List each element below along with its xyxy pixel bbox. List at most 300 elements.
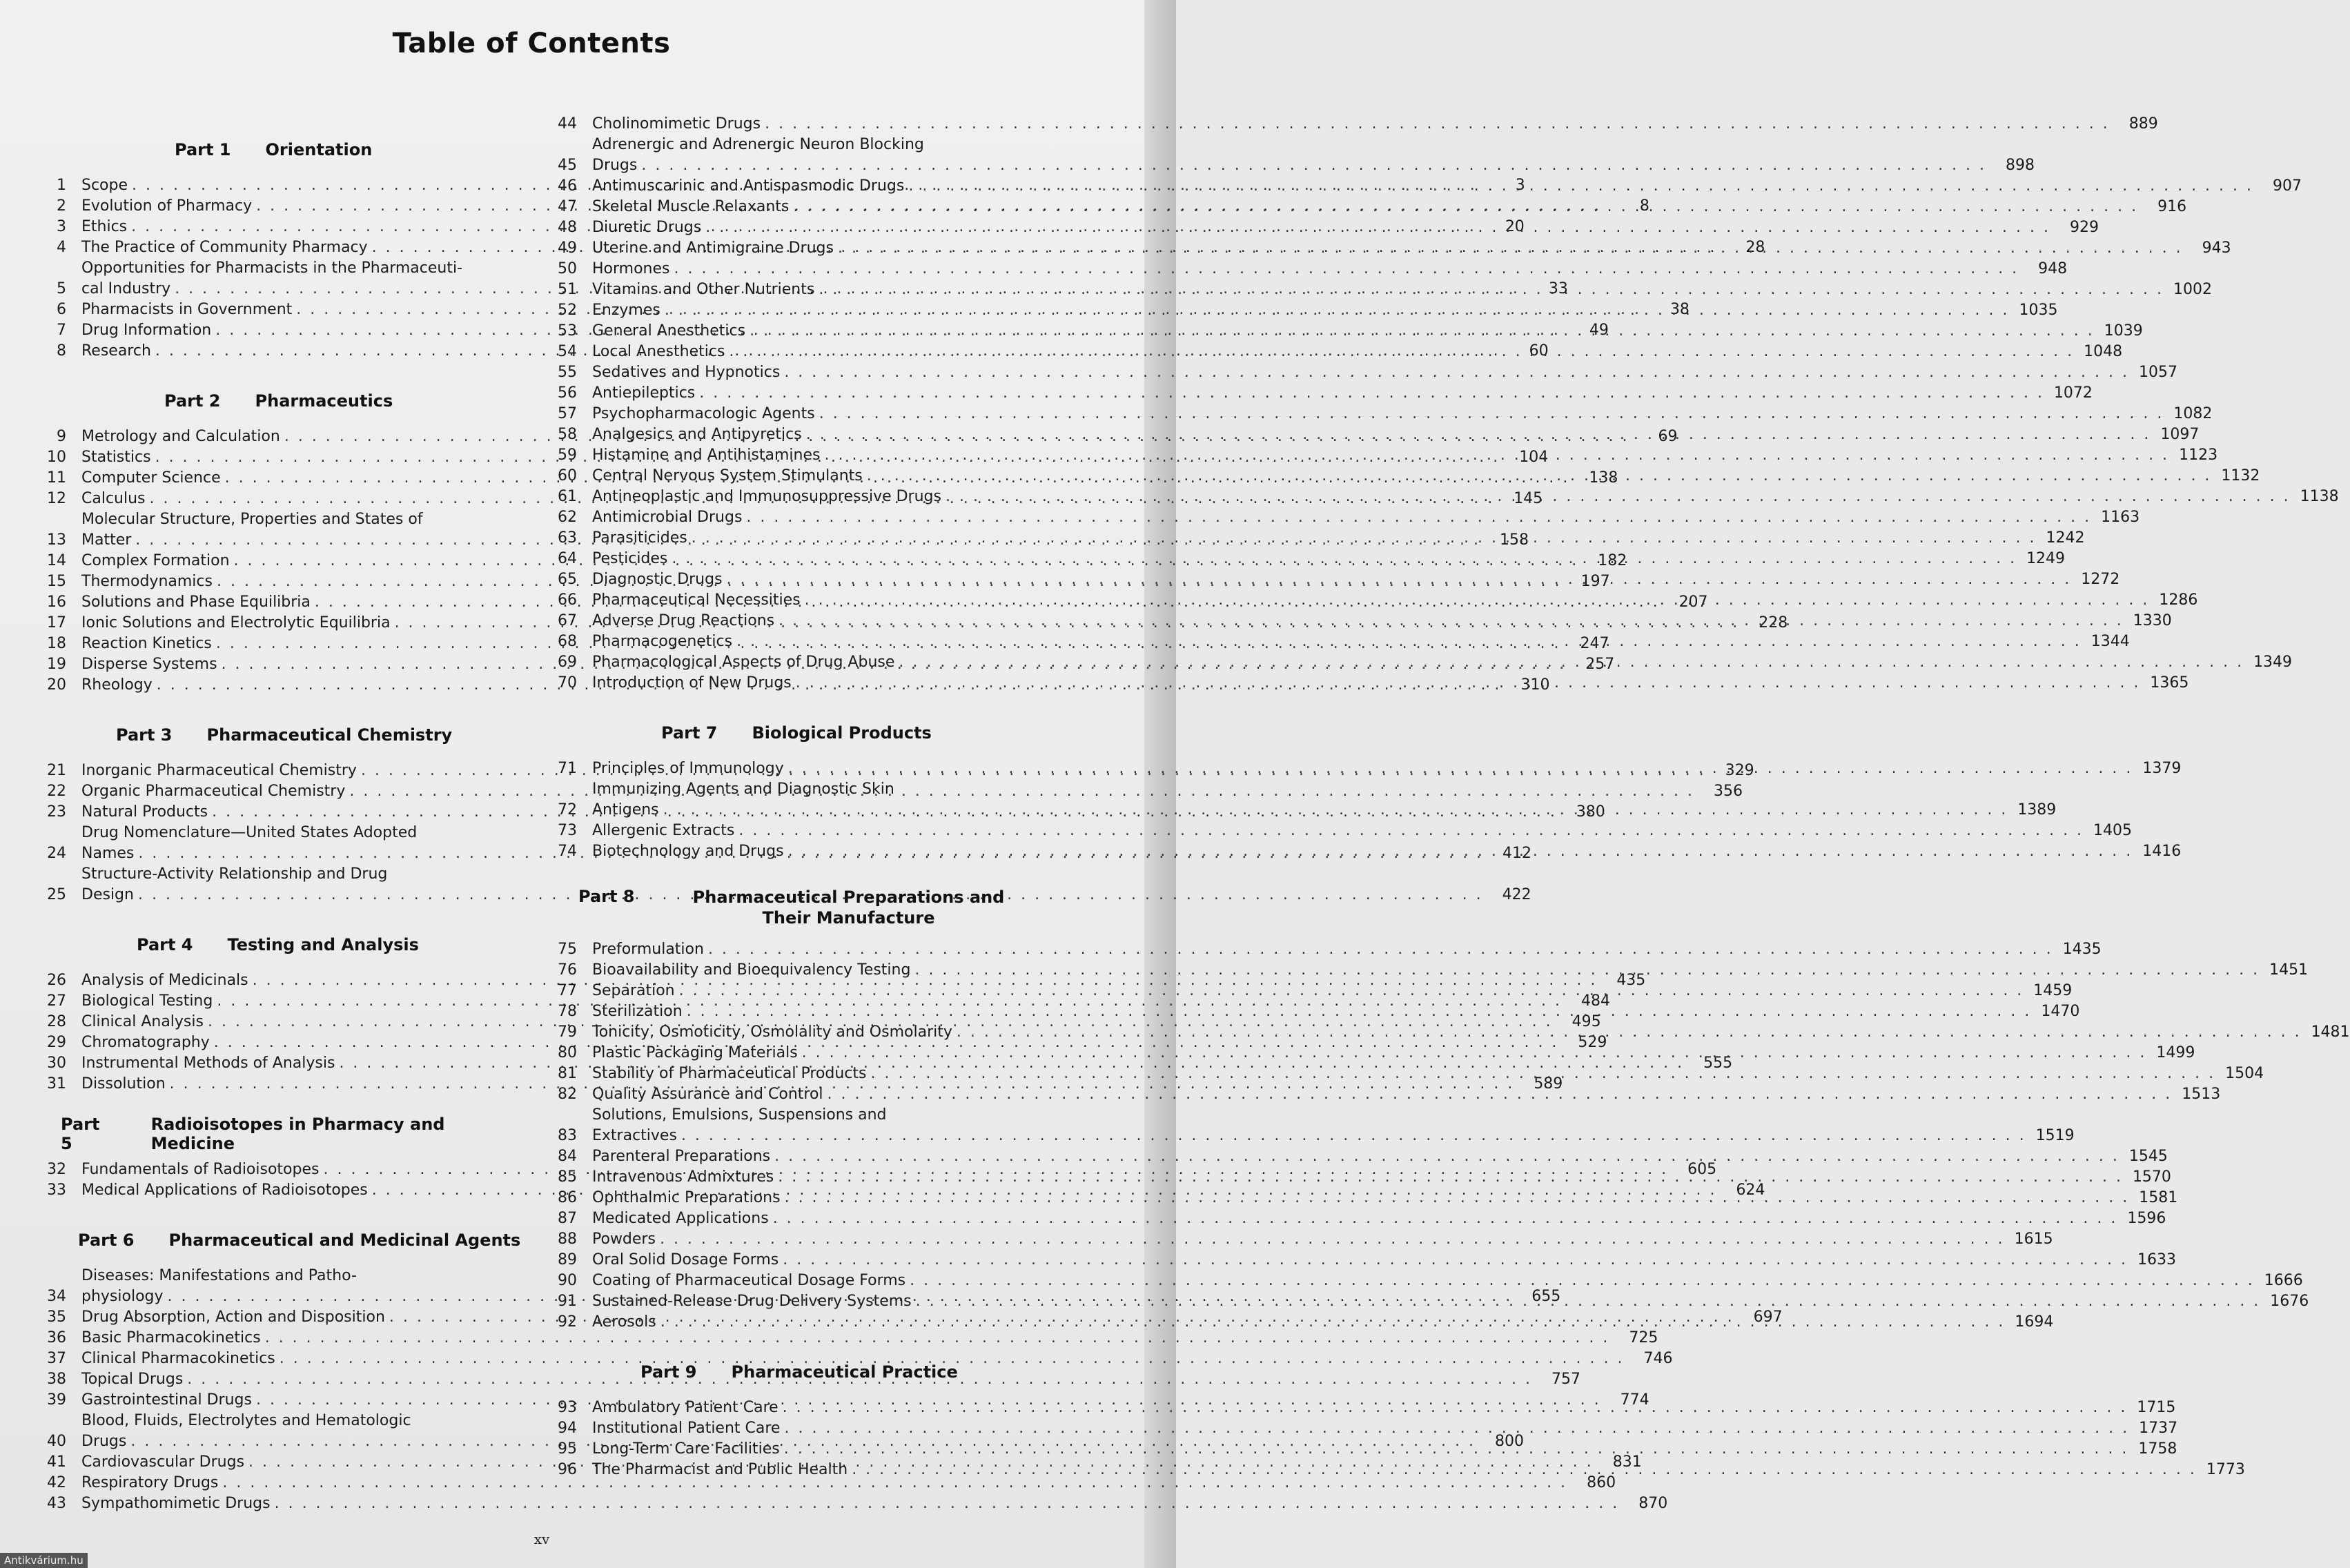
- page-ref: 1470: [2041, 1003, 2080, 1020]
- leader-dots: [765, 114, 2110, 135]
- page-ref: 1123: [2179, 447, 2218, 464]
- chapter-title: Evolution of Pharmacy: [81, 197, 253, 215]
- chapter-title: Clinical Pharmacokinetics: [81, 1350, 275, 1367]
- part-heading: [40, 375, 530, 427]
- part-heading-text: [40, 140, 372, 159]
- toc-entry[interactable]: [551, 135, 2035, 176]
- chapter-number: 23: [47, 803, 66, 821]
- page-ref: 1132: [2221, 467, 2260, 484]
- part-title: Pharmaceutical Chemistry: [206, 725, 453, 745]
- chapter-title-block: [592, 1043, 2195, 1064]
- chapter-title-line: [592, 1146, 2168, 1167]
- page-ref: 1097: [2160, 426, 2200, 443]
- leader-dots: [727, 569, 2072, 590]
- leader-dots: [819, 404, 2164, 424]
- leader-dots: [729, 342, 2074, 362]
- chapter-title: Cholinomimetic Drugs: [592, 115, 761, 133]
- page-ref: 1002: [2173, 281, 2212, 298]
- chapter-title-line: [592, 404, 2212, 424]
- chapter-title: Thermodynamics: [81, 573, 213, 590]
- chapter-title-line: [592, 758, 2181, 779]
- page-title: Table of Contents: [392, 28, 671, 59]
- toc-entry[interactable]: [551, 176, 2302, 197]
- page-ref: 1349: [2253, 654, 2293, 671]
- page-ref: 1286: [2159, 591, 2198, 609]
- chapter-title: Introduction of New Drugs: [592, 674, 792, 692]
- chapter-title: Biological Testing: [81, 992, 213, 1010]
- toc-entry[interactable]: [551, 197, 2187, 217]
- toc-entry[interactable]: [551, 1084, 2221, 1105]
- chapter-title-block: [592, 1418, 2177, 1439]
- chapter-title-block: [592, 821, 2132, 841]
- page-ref: 898: [2006, 157, 2035, 174]
- leader-dots: [870, 1064, 2215, 1084]
- chapter-title-line: [592, 611, 2172, 631]
- chapter-title: Computer Science: [81, 469, 221, 487]
- chapter-number: 38: [47, 1371, 66, 1388]
- chapter-title-block: [592, 569, 2119, 590]
- chapter-title: Tonicity, Osmoticity, Osmolality and Osmolarity: [592, 1023, 952, 1041]
- chapter-title-block: [592, 779, 2056, 821]
- chapter-title-line1: Drug Nomenclature—United States Adopted: [81, 824, 418, 841]
- page-ref: 1379: [2142, 760, 2182, 777]
- chapter-number: 91: [558, 1293, 577, 1310]
- chapter-number: 46: [558, 177, 577, 195]
- leader-dots: [692, 528, 2037, 549]
- chapter-number: 87: [558, 1210, 577, 1227]
- chapter-number: 20: [47, 676, 66, 694]
- part-heading-text: [551, 723, 932, 743]
- leader-dots: [788, 758, 2133, 779]
- chapter-title-line: [81, 1493, 1667, 1514]
- chapter-title: Ionic Solutions and Electrolytic Equilibria: [81, 614, 391, 631]
- chapter-number: 14: [47, 552, 66, 569]
- chapter-number: 86: [558, 1189, 577, 1206]
- chapter-title-block: [592, 1250, 2176, 1271]
- chapter-title: Analgesics and Antipyretics: [592, 426, 802, 443]
- leader-dots: [852, 1460, 2197, 1480]
- chapter-title: Sympathomimetic Drugs: [81, 1495, 271, 1512]
- chapter-title-line: [592, 939, 2102, 960]
- chapter-title-block: [592, 1022, 2350, 1043]
- page-ref: 1344: [2090, 633, 2130, 650]
- toc-entry[interactable]: [551, 1418, 2178, 1439]
- page-ref: 1416: [2142, 843, 2182, 860]
- chapter-title: Biotechnology and Drugs: [592, 843, 784, 860]
- page-ref: 1758: [2138, 1440, 2177, 1458]
- chapter-number: 57: [558, 405, 577, 422]
- chapter-title-line1: Opportunities for Pharmacists in the Pharmaceuti-: [81, 259, 463, 277]
- chapter-title: Quality Assurance and Control: [592, 1086, 823, 1103]
- chapter-title: Uterine and Antimigraine Drugs: [592, 239, 834, 257]
- chapter-title-block: [592, 238, 2231, 259]
- chapter-title: Enzymes: [592, 302, 660, 319]
- part-title: Orientation: [265, 140, 373, 159]
- chapter-title: Diuretic Drugs: [592, 219, 702, 236]
- chapter-number: 18: [47, 635, 66, 652]
- chapter-title-block: [81, 1493, 1667, 1514]
- chapter-number: 25: [47, 886, 66, 903]
- chapter-title: Medicated Applications: [592, 1210, 769, 1227]
- toc-entry[interactable]: [551, 1229, 2053, 1250]
- page-ref: 1504: [2225, 1065, 2264, 1082]
- chapter-title: Drug Absorption, Action and Disposition: [81, 1309, 385, 1326]
- toc-entry[interactable]: [40, 1328, 1658, 1349]
- chapter-title-block: [592, 445, 2217, 466]
- page-ref: 1242: [2046, 529, 2085, 547]
- chapter-title-line: [592, 1291, 2309, 1312]
- chapter-title-block: [592, 549, 2065, 569]
- part-heading: [551, 876, 1049, 939]
- page-ref: 28: [1745, 239, 1765, 256]
- toc-entry[interactable]: [40, 1473, 1616, 1493]
- chapter-title-line: [592, 821, 2132, 841]
- page-ref: 356: [1714, 783, 1743, 800]
- chapter-title-line: [592, 1312, 2053, 1333]
- leader-dots: [778, 1167, 2123, 1188]
- chapter-number: 94: [558, 1420, 577, 1437]
- part-title: Testing and Analysis: [227, 935, 419, 954]
- chapter-title-line: [592, 1001, 2079, 1022]
- part-heading-text: [551, 1362, 958, 1382]
- chapter-title-line: [592, 673, 2189, 694]
- page-ref: 38: [1670, 301, 1690, 318]
- chapter-title-line: [592, 445, 2217, 466]
- chapter-title: Names: [81, 845, 135, 862]
- toc-entry[interactable]: [551, 939, 2102, 960]
- page-ref: 1138: [2300, 488, 2339, 505]
- chapter-title: Matter: [81, 531, 132, 549]
- chapter-title-line: [592, 528, 2084, 549]
- chapter-title: Institutional Patient Care: [592, 1420, 781, 1437]
- toc-entry[interactable]: [551, 383, 2093, 404]
- toc-entry[interactable]: [551, 1105, 2075, 1146]
- chapter-title-block: [592, 960, 2308, 981]
- page-ref: 412: [1502, 845, 1532, 862]
- page-ref: 1163: [2101, 509, 2140, 526]
- chapter-title: Pharmaceutical Necessities: [592, 591, 801, 609]
- chapter-title-line: [592, 362, 2177, 383]
- chapter-number: 1: [57, 177, 66, 194]
- chapter-title-line: [592, 590, 2197, 611]
- part-heading: [40, 1108, 530, 1159]
- leader-dots: [793, 197, 2138, 217]
- page-ref: 1570: [2132, 1168, 2171, 1186]
- leader-dots: [750, 321, 2095, 342]
- chapter-title-block: [592, 1146, 2168, 1167]
- chapter-title: Clinical Analysis: [81, 1013, 204, 1030]
- chapter-number: 9: [57, 428, 66, 445]
- chapter-number: 24: [47, 845, 66, 862]
- page-ref: 1773: [2206, 1461, 2245, 1478]
- part-number: Part 5: [61, 1115, 100, 1153]
- chapter-title: Aerosols: [592, 1313, 656, 1331]
- chapter-title-line: [592, 197, 2186, 217]
- chapter-title: Research: [81, 342, 151, 360]
- chapter-number: 82: [558, 1086, 577, 1103]
- chapter-title: Antiepileptics: [592, 384, 696, 402]
- chapter-title-line: [592, 549, 2065, 569]
- leader-dots: [784, 1439, 2129, 1460]
- page-ref: 929: [2069, 219, 2099, 236]
- page-ref: 1513: [2182, 1086, 2221, 1103]
- chapter-title: Parasiticides: [592, 529, 687, 547]
- chapter-title-line: [592, 487, 2339, 507]
- leader-dots: [788, 841, 2133, 862]
- chapter-title-line: [592, 176, 2302, 197]
- chapter-title: Gastrointestinal Drugs: [81, 1391, 252, 1409]
- chapter-title-line: [592, 1126, 2075, 1146]
- toc-entry[interactable]: [551, 1271, 2303, 1291]
- chapter-number: 83: [558, 1127, 577, 1144]
- chapter-number: 39: [47, 1391, 66, 1409]
- chapter-number: 60: [558, 467, 577, 484]
- chapter-title-block: [592, 300, 2058, 321]
- page-ref: 197: [1580, 573, 1610, 590]
- chapter-title-line: [592, 960, 2308, 981]
- toc-entry[interactable]: [551, 1250, 2176, 1271]
- chapter-title: Basic Pharmacokinetics: [81, 1329, 261, 1346]
- leader-dots: [838, 238, 2183, 259]
- chapter-number: 11: [47, 469, 66, 487]
- chapter-title: Stability of Pharmaceutical Products: [592, 1065, 867, 1082]
- chapter-title: Plastic Packaging Materials: [592, 1044, 798, 1061]
- chapter-title: Antineoplastic and Immunosuppressive Drugs: [592, 488, 941, 505]
- chapter-title: Separation: [592, 982, 675, 999]
- toc-entry[interactable]: [551, 259, 2068, 280]
- page-ref: 33: [1548, 280, 1568, 297]
- chapter-title: Fundamentals of Radioisotopes: [81, 1161, 320, 1178]
- chapter-title-block: [592, 487, 2339, 507]
- chapter-title-line1: Solutions, Emulsions, Suspensions and: [592, 1106, 887, 1124]
- chapter-title-line: [592, 424, 2199, 445]
- chapter-title-line: [592, 342, 2122, 362]
- chapter-number: 75: [558, 941, 577, 958]
- chapter-title: Antimicrobial Drugs: [592, 509, 743, 526]
- chapter-title: Parenteral Preparations: [592, 1148, 771, 1165]
- chapter-title-line: [592, 1418, 2177, 1439]
- chapter-title-line: [592, 981, 2072, 1001]
- chapter-title: Pesticides: [592, 550, 668, 567]
- chapter-title-line1: Blood, Fluids, Electrolytes and Hematologic: [81, 1412, 411, 1429]
- leader-dots: [641, 155, 1986, 176]
- chapter-title-line: [592, 1188, 2177, 1208]
- chapter-number: 37: [47, 1350, 66, 1367]
- leader-dots: [946, 487, 2291, 507]
- toc-entry[interactable]: [551, 114, 2158, 135]
- page-ref: 624: [1736, 1182, 1765, 1199]
- toc-entry[interactable]: [551, 821, 2133, 841]
- page-ref: 310: [1520, 676, 1550, 694]
- chapter-number: 50: [558, 260, 577, 277]
- chapter-title-block: [592, 466, 2260, 487]
- page-ref: 831: [1612, 1453, 1642, 1471]
- chapter-title-block: [592, 280, 2212, 300]
- chapter-title: Cardiovascular Drugs: [81, 1453, 245, 1471]
- chapter-title: Design: [81, 886, 134, 903]
- page-ref: 943: [2202, 239, 2231, 257]
- part-heading: [40, 919, 530, 970]
- chapter-number: 76: [558, 961, 577, 979]
- page-ref: 1057: [2138, 364, 2177, 381]
- part-heading-text: [40, 935, 419, 954]
- chapter-number: 95: [558, 1440, 577, 1458]
- part-heading: [551, 1346, 1049, 1398]
- leader-dots: [824, 445, 2169, 466]
- chapter-number: 43: [47, 1495, 66, 1512]
- toc-entry[interactable]: [40, 1493, 1668, 1514]
- chapter-title: Scope: [81, 177, 128, 194]
- chapter-title-line: [592, 1043, 2195, 1064]
- chapter-title-block: [592, 404, 2212, 424]
- page-ref: 774: [1620, 1391, 1649, 1409]
- toc-entry[interactable]: [551, 1208, 2166, 1229]
- chapter-number: 22: [47, 783, 66, 800]
- leader-dots: [672, 549, 2017, 569]
- page-ref: 228: [1759, 614, 1788, 631]
- chapter-number: 32: [47, 1161, 66, 1178]
- part-heading-text: [40, 725, 452, 745]
- chapter-number: 41: [47, 1453, 66, 1471]
- page-ref: 182: [1598, 552, 1627, 569]
- toc-entry[interactable]: [551, 404, 2213, 424]
- leader-dots: [663, 800, 2008, 821]
- chapter-number: 30: [47, 1055, 66, 1072]
- part-number: Part 1: [175, 140, 231, 159]
- leader-dots: [665, 300, 2010, 321]
- part-heading-text: [40, 1115, 530, 1153]
- chapter-number: 8: [57, 342, 66, 360]
- leader-dots: [819, 280, 2164, 300]
- leader-dots: [674, 259, 2019, 280]
- chapter-title: Principles of Immunology: [592, 760, 784, 777]
- chapter-number: 78: [558, 1003, 577, 1020]
- chapter-title: The Pharmacist and Public Health: [592, 1461, 848, 1478]
- page-ref: 1545: [2128, 1148, 2168, 1165]
- chapter-number: 2: [57, 197, 66, 215]
- chapter-title: Extractives: [592, 1127, 677, 1144]
- page-ref: 800: [1495, 1433, 1525, 1450]
- chapter-number: 34: [47, 1288, 66, 1305]
- chapter-number: 17: [47, 614, 66, 631]
- chapter-number: 74: [558, 843, 577, 860]
- chapter-title: Dissolution: [81, 1075, 166, 1092]
- chapter-title-line: [592, 321, 2143, 342]
- page-ref: 104: [1519, 449, 1549, 466]
- chapter-title: Ethics: [81, 218, 128, 235]
- page-ref: 1737: [2139, 1420, 2178, 1437]
- chapter-title: Analysis of Medicinals: [81, 972, 248, 989]
- chapter-title-block: [592, 114, 2158, 135]
- chapter-title: Topical Drugs: [81, 1371, 184, 1388]
- chapter-title-block: [592, 342, 2122, 362]
- chapter-title-line1: Adrenergic and Adrenergic Neuron Blocking: [592, 136, 924, 153]
- leader-dots: [746, 507, 2091, 528]
- chapter-number: 93: [558, 1399, 577, 1416]
- chapter-title: Antigens: [592, 801, 659, 819]
- chapter-title-block: [592, 1064, 2264, 1084]
- page-ref: 860: [1587, 1474, 1616, 1491]
- toc-entry[interactable]: [551, 1146, 2168, 1167]
- leader-dots: [784, 1418, 2129, 1439]
- chapter-number: 54: [558, 343, 577, 360]
- page-ref: 158: [1499, 531, 1529, 549]
- page-ref: 1519: [2035, 1127, 2075, 1144]
- page-ref: 916: [2157, 198, 2187, 215]
- chapter-title: Pharmacological Aspects of Drug Abuse: [592, 654, 895, 671]
- chapter-title-line: [592, 238, 2231, 259]
- page-ref: 605: [1687, 1161, 1717, 1178]
- page-ref: 257: [1585, 656, 1615, 673]
- chapter-number: 44: [558, 115, 577, 133]
- page-ref: 1459: [2033, 982, 2073, 999]
- page-ref: 20: [1505, 218, 1525, 235]
- page-ref: 1715: [2137, 1399, 2176, 1416]
- chapter-number: 70: [558, 674, 577, 692]
- leader-dots: [783, 1250, 2128, 1271]
- page-ref: 725: [1629, 1329, 1658, 1346]
- chapter-title: Intravenous Admixtures: [592, 1168, 774, 1186]
- page-ref: 1035: [2019, 302, 2058, 319]
- chapter-number: 36: [47, 1329, 66, 1346]
- chapter-title: physiology: [81, 1288, 164, 1305]
- chapter-title-line: [592, 1439, 2177, 1460]
- page-ref: 1072: [2053, 384, 2093, 402]
- chapter-number: 65: [558, 571, 577, 588]
- chapter-title-block: [592, 507, 2140, 528]
- chapter-title-block: [592, 1271, 2303, 1291]
- part-heading-text: [40, 391, 393, 411]
- chapter-number: 61: [558, 488, 577, 505]
- leader-dots: [681, 1126, 2026, 1146]
- chapter-number: 51: [558, 281, 577, 298]
- part-heading: [40, 709, 530, 761]
- leader-dots: [705, 217, 2050, 238]
- chapter-title-block: [592, 673, 2189, 694]
- chapter-number: 5: [57, 280, 66, 297]
- chapter-title: Allergenic Extracts: [592, 822, 735, 839]
- chapter-number: 79: [558, 1023, 577, 1041]
- chapter-number: 53: [558, 322, 577, 340]
- page-ref: 948: [2038, 260, 2068, 277]
- part-title: Pharmaceutical Practice: [731, 1362, 958, 1382]
- page-ref: 697: [1753, 1309, 1783, 1326]
- page-ref: 49: [1589, 322, 1609, 339]
- toc-entry[interactable]: [551, 507, 2140, 528]
- page-ref: 207: [1678, 594, 1708, 611]
- chapter-title: Local Anesthetics: [592, 343, 725, 360]
- chapter-title: Organic Pharmaceutical Chemistry: [81, 783, 346, 800]
- chapter-number: 72: [558, 801, 577, 819]
- toc-entry[interactable]: [40, 1349, 1673, 1369]
- chapter-number: 13: [47, 531, 66, 549]
- chapter-number: 68: [558, 633, 577, 650]
- chapter-number: 10: [47, 449, 66, 466]
- part-title: Radioisotopes in Pharmacy and Medicine: [150, 1115, 445, 1153]
- toc-entry[interactable]: [551, 362, 2177, 383]
- chapter-number: 42: [47, 1474, 66, 1491]
- chapter-number: 7: [57, 322, 66, 339]
- chapter-title: Sustained-Release Drug Delivery Systems: [592, 1293, 912, 1310]
- chapter-title: Long-Term Care Facilities: [592, 1440, 780, 1458]
- chapter-title-line: [592, 1460, 2245, 1480]
- chapter-title: Drugs: [592, 157, 638, 174]
- chapter-number: 73: [558, 822, 577, 839]
- chapter-title: Preformulation: [592, 941, 704, 958]
- leader-dots: [806, 424, 2151, 445]
- page-ref: 1481: [2311, 1023, 2350, 1041]
- chapter-number: 62: [558, 509, 577, 526]
